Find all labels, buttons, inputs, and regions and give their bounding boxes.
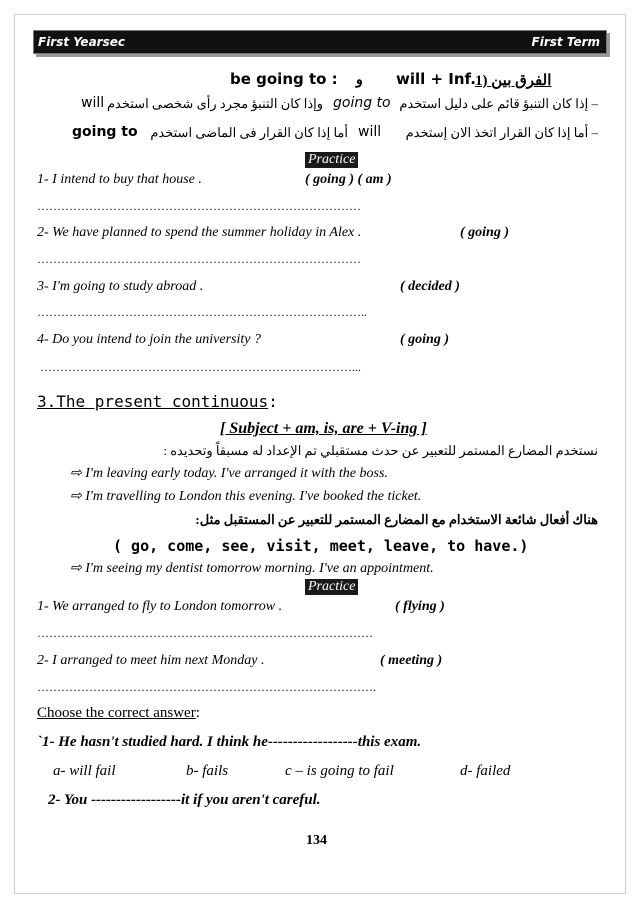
section1-heading-will: will + Inf. (396, 70, 476, 88)
header-right: First Term (531, 35, 600, 49)
example-1-text: I'm leaving early today. I've arranged it with the boss. (85, 466, 388, 481)
section3-title-colon: : (268, 392, 278, 411)
section3-title: 3.The present continuous (37, 392, 269, 411)
rule2-will: will (358, 124, 382, 140)
example-3 (70, 560, 434, 577)
section3-usage-ar: نستخدم المضارع المستمر للتعبير عن حدث مستقبلي تم الإعداد له مسبقاً وتحديده : (163, 443, 598, 458)
s1-hint-3: ( decided ) (400, 279, 460, 294)
arrow-icon: ⇨ (70, 489, 82, 504)
section3-formula: [ Subject + am, is, are + V-ing ] (220, 420, 427, 437)
answer-line: …………………………………………………………………………. (37, 680, 376, 694)
answer-line: ………………………………………………………………………… (37, 626, 373, 640)
s1-question-3: 3- I'm going to study abroad . (37, 279, 204, 294)
arrow-icon: ⇨ (70, 466, 82, 481)
s1-hint-2: ( going ) (460, 225, 509, 240)
rule1-will: will (81, 95, 105, 111)
choose-heading: Choose the correct answer (37, 705, 196, 721)
page-number: 134 (306, 833, 327, 848)
s1-question-1: 1- I intend to buy that house . (37, 172, 202, 187)
rule1-ar: – إذا كان التنبؤ قائم على دليل استخدم (399, 96, 598, 111)
example-2 (70, 488, 421, 505)
answer-line: ……………………………………………………………………….. (37, 305, 367, 319)
section1-heading-ar: 1) الفرق بين (475, 73, 552, 89)
option-d: d- failed (460, 763, 511, 779)
rule2-ar: – أما إذا كان القرار اتخذ الان إستخدم (405, 125, 598, 140)
page-header (33, 30, 607, 54)
rule1-going: going to (333, 95, 391, 111)
rule2-ar2: أما إذا كان القرار فى الماضى استخدم (150, 125, 348, 140)
s1-hint-4: ( going ) (400, 332, 449, 347)
section3-verbs-ar: هناك أفعال شائعة الاستخدام مع المضارع المستمر للتعبير عن المستقبل مثل: (195, 512, 598, 527)
s1-hint-1: ( going ) ( am ) (305, 172, 392, 187)
section1-heading-going: be going to : (230, 70, 338, 88)
choose-question-1: `1- He hasn't studied hard. I think he------------------this exam. (37, 734, 422, 750)
s3-question-1: 1- We arranged to fly to London tomorrow . (37, 599, 283, 614)
s3-question-2: 2- I arranged to meet him next Monday . (37, 653, 265, 668)
example-2-text: I'm travelling to London this evening. I've booked the ticket. (85, 489, 422, 504)
example-1 (70, 465, 388, 482)
practice-label-1: Practice (305, 152, 358, 168)
answer-line: ……………………………………………………………………… (37, 199, 361, 213)
practice-label-2: Practice (305, 579, 358, 595)
example-3-text: I'm seeing my dentist tomorrow morning. I've an appointment. (85, 561, 434, 576)
s1-question-4: 4- Do you intend to join the university ? (37, 332, 261, 347)
answer-line: ……………………………………………………………………… (37, 252, 361, 266)
option-a: a- will fail (53, 763, 116, 779)
choose-heading-colon: : (195, 705, 200, 721)
answer-line: ……………………………………………………………………... (40, 360, 361, 374)
rule1-ar2: وإذا كان التنبؤ مجرد رأى شخصى استخدم (106, 96, 323, 111)
s1-question-2: 2- We have planned to spend the summer holiday in Alex . (37, 225, 362, 240)
section1-heading-and: و (356, 73, 363, 88)
s3-hint-2: ( meeting ) (380, 653, 443, 668)
rule2-going: going to (72, 124, 138, 140)
option-c: c – is going to fail (285, 763, 394, 779)
choose-question-2: 2- You ------------------it if you aren't careful. (48, 792, 321, 808)
header-left: First Yearsec (38, 35, 125, 49)
option-b: b- fails (186, 763, 229, 779)
s3-hint-1: ( flying ) (395, 599, 445, 614)
section3-verbs-list: ( go, come, see, visit, meet, leave, to have.) (113, 537, 529, 555)
arrow-icon: ⇨ (70, 561, 82, 576)
